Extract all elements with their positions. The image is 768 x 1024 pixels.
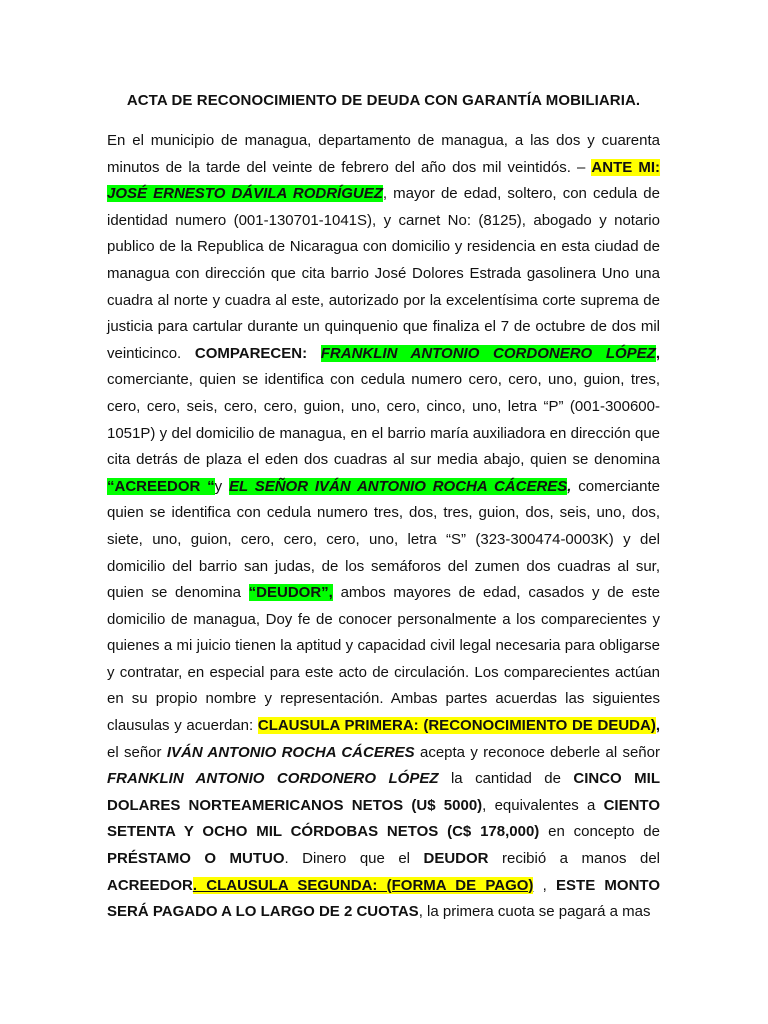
- text-run: CLAUSULA PRIMERA: (RECONOCIMIENTO DE DEUDA): [257, 717, 656, 735]
- text-run: comerciante, quien se identifica con cedula numero cero, cero, uno, guion, tres, cero, cero, seis, cero, cero, guion, uno, cero, cinco, uno, letra “P” (001-300600-1051P) y del domicilio de managua, en el barrio maría auxiliadora en dirección que cita detrás de plaza el eden dos cuadras al sur media abajo, quien se denomina: [107, 371, 660, 469]
- text-run: ambos mayores de edad, casados y de este domicilio de managua, Doy fe de conocer personalmente a los comparecientes y quienes a mi juicio tienen la aptitud y capacidad civil legal necesaria para obligarse y contratar, en especial para este acto de circulación. Los comparecientes actúan en su propio nombre y representación. Ambas partes acuerdas las siguientes clausulas y acuerdan:: [107, 584, 660, 735]
- text-run: [307, 345, 321, 362]
- text-run: ACREEDOR: [107, 876, 193, 894]
- text-run: “DEUDOR”,: [248, 584, 333, 602]
- text-run: CIENTO SETENTA Y OCHO MIL CÓRDOBAS NETOS (C$ 178,000): [107, 796, 660, 841]
- text-run: ,: [655, 344, 661, 362]
- text-run: ,: [655, 717, 660, 735]
- text-run: IVÁN ANTONIO ROCHA CÁCERES: [166, 743, 415, 761]
- document-body: [107, 128, 660, 926]
- text-run: . Dinero que el: [284, 850, 424, 868]
- document-title: ACTA DE RECONOCIMIENTO DE DEUDA CON GARANTÍA MOBILIARIA.: [126, 92, 641, 109]
- text-run: ESTE MONTO SERÁ PAGADO A LO LARGO DE 2 CUOTAS: [107, 876, 660, 921]
- text-run: “ACREEDOR “: [107, 477, 215, 495]
- text-run: , mayor de edad, soltero, con cedula de identidad numero (001-130701-1041S), y carnet No: (8125), abogado y notario publico de la Republica de Nicaragua con domicilio y residencia en esta ciudad de managua con dirección que cita barrio José Dolores Estrada gasolinera Uno una cuadra al norte y cuadra al este, autorizado por la excelentísima corte suprema de justicia para cartular durante un quinquenio que finaliza el 7 de octubre de dos mil veinticinco.: [107, 185, 660, 362]
- text-run: ANTE MI:: [591, 158, 660, 176]
- text-run: JOSÉ ERNESTO DÁVILA RODRÍGUEZ: [107, 185, 383, 203]
- text-run: CINCO MIL DOLARES NORTEAMERICANOS NETOS (U$ 5000): [107, 770, 660, 814]
- text-run: y: [214, 477, 229, 495]
- text-run: . CLAUSULA SEGUNDA: (FORMA DE PAGO): [192, 876, 534, 894]
- text-run: , equivalentes a: [482, 796, 604, 814]
- text-run: recibió a manos del: [488, 850, 660, 868]
- text-run: PRÉSTAMO O MUTUO: [107, 850, 285, 868]
- text-run: en concepto de: [539, 823, 660, 841]
- text-run: ,: [567, 477, 572, 495]
- text-run: ,: [533, 876, 557, 894]
- text-run: la cantidad de: [438, 770, 574, 788]
- text-run: , la primera cuota se pagará a mas: [418, 903, 651, 921]
- text-run: comerciante quien se identifica con cedula numero tres, dos, tres, guion, dos, seis, uno, dos, siete, uno, guion, cero, cero, cero, uno, letra “S” (323-300474-0003K) y del domicilio del barrio san judas, de los semáforos del zumen dos cuadras al sur, quien se denomina: [107, 477, 660, 602]
- text-run: DEUDOR: [423, 850, 489, 868]
- text-run: el señor: [107, 743, 167, 761]
- text-run: acepta y reconoce deberle al señor: [414, 743, 660, 761]
- text-run: EL SEÑOR IVÁN ANTONIO ROCHA CÁCERES: [229, 477, 568, 495]
- text-run: COMPARECEN:: [194, 344, 308, 362]
- text-run: En el municipio de managua, departamento de managua, a las dos y cuarenta minutos de la tarde del veinte de febrero del año dos mil veintidós. –: [107, 132, 660, 176]
- text-run: FRANKLIN ANTONIO CORDONERO LÓPEZ: [320, 344, 656, 362]
- text-run: FRANKLIN ANTONIO CORDONERO LÓPEZ: [107, 770, 439, 788]
